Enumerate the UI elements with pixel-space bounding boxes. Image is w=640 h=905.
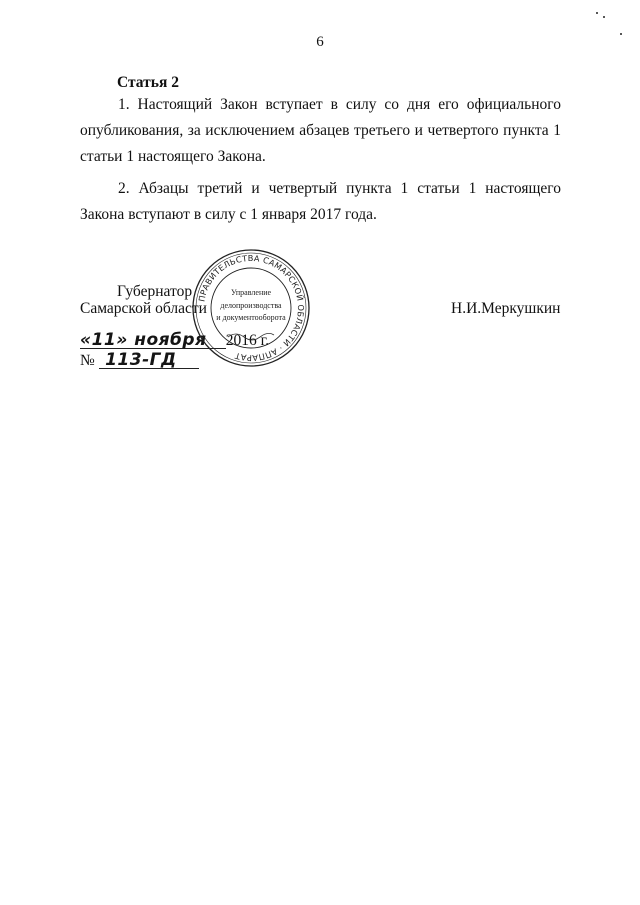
stamp-center-line-2: делопроизводства — [220, 301, 282, 310]
date-close-quote: » — [116, 330, 128, 350]
stamp-center-line-1: Управление — [230, 288, 272, 297]
number-sign: № — [80, 352, 95, 369]
stamp-center-line-3: и документооборота — [216, 313, 286, 322]
registration-number-line — [80, 352, 199, 370]
scan-speck — [603, 16, 605, 18]
registration-number: 113-ГД — [105, 350, 177, 370]
scan-speck — [596, 12, 598, 14]
scan-speck — [620, 33, 622, 35]
signatory-name: Н.И.Меркушкин — [451, 300, 561, 317]
stamp-ring-text-path: ПРАВИТЕЛЬСТВА САМАРСКОЙ ОБЛАСТИ · АППАРАТ — [196, 252, 307, 364]
signatory-position-line-1: Губернатор — [117, 283, 193, 300]
article-title: Статья 2 — [117, 74, 179, 91]
official-seal-stamp — [190, 247, 312, 369]
article-paragraph-2: 2. Абзацы третий и четвертый пункта 1 статьи 1 настоящего Закона вступают в силу с 1 января 2017 года. — [80, 180, 561, 223]
article-paragraph-1: 1. Настоящий Закон вступает в силу со дня его официального опубликования, за исключением абзацев третьего и четвертого пункта 1 статьи 1 настоящего Закона. — [80, 96, 561, 165]
date-day: 11 — [91, 330, 117, 350]
date-month: ноября — [134, 330, 207, 350]
stamp-flourish — [228, 333, 274, 340]
page-number: 6 — [316, 34, 324, 50]
signatory-position-line-2: Самарской области — [80, 300, 207, 317]
registration-number-field — [99, 352, 199, 369]
date-open-quote: « — [80, 330, 92, 350]
date-year: 2016 г. — [225, 332, 270, 349]
